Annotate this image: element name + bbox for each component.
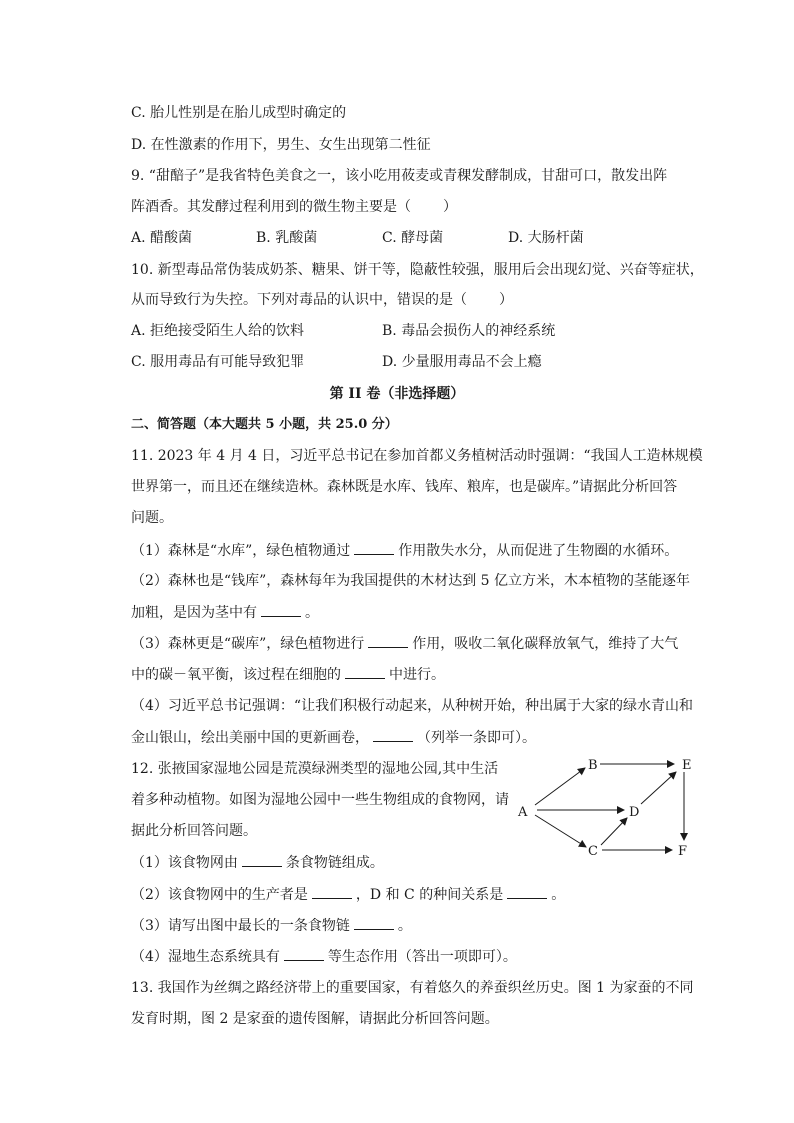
answer-blank[interactable] [373, 727, 413, 742]
food-web-diagram [510, 752, 700, 862]
q11-sub-2-line-1: （2）森林也是“钱库”，森林每年为我国提供的木材达到 5 亿立方米，木本植物的茎能逐年 [131, 573, 691, 589]
q10-option-d: D. 少量服用毒品不会上瘾 [382, 354, 542, 370]
q11-sub-2-line-2: 加粗，是因为茎中有 。 [131, 602, 319, 623]
q9-option-a: A. 醋酸菌 [131, 230, 193, 246]
q9-stem-line-1: 9. “甜醅子”是我省特色美食之一，该小吃用莜麦或青稞发酵制成，甘甜可口，散发出阵 [131, 168, 668, 184]
node-f: F [678, 844, 688, 859]
q10-stem-line-2: 从而导致行为失控。下列对毒品的认识中，错误的是（ ） [131, 292, 513, 308]
q12-sub-3: （3）请写出图中最长的一条食物链 。 [131, 915, 412, 936]
q11-sub-4-line-1: （4）习近平总书记强调：“让我们积极行动起来，从种树开始，种出属于大家的绿水青山和 [131, 698, 694, 714]
edge-a-c [535, 815, 586, 847]
answer-blank[interactable] [345, 664, 385, 679]
node-e: E [682, 758, 692, 773]
answer-blank[interactable] [261, 602, 301, 617]
q12-stem-line-1: 12. 张掖国家湿地公园是荒漠绿洲类型的湿地公园,其中生活 [131, 761, 499, 777]
q10-stem-line-1: 10. 新型毒品常伪装成奶茶、糖果、饼干等，隐蔽性较强，服用后会出现幻觉、兴奋等症状， [131, 262, 704, 278]
q11-sub-4-line-2: 金山银山，绘出美丽中国的更新画卷， （列举一条即可）。 [131, 727, 536, 748]
q8-option-d: D. 在性激素的作用下，男生、女生出现第二性征 [131, 137, 431, 153]
q12-stem-line-3: 据此分析回答问题。 [131, 823, 257, 839]
edge-c-d [601, 818, 627, 845]
answer-blank[interactable] [507, 884, 547, 899]
q12-stem-line-2: 着多种动植物。如图为湿地公园中一些生物组成的食物网，请 [131, 792, 509, 808]
q12-sub-2: （2）该食物网中的生产者是 ，D 和 C 的种间关系是 。 [131, 884, 565, 905]
edge-a-b [535, 768, 585, 805]
q13-stem-line-2: 发育时期，图 2 是家蚕的遗传图解，请据此分析回答问题。 [131, 1011, 499, 1027]
q11-stem-line-2: 世界第一，而且还在继续造林。森林既是水库、钱库、粮库，也是碳库。”请据此分析回答 [131, 479, 678, 495]
answer-blank[interactable] [242, 852, 282, 867]
answer-blank[interactable] [368, 633, 408, 648]
node-a: A [518, 805, 528, 820]
answer-blank[interactable] [354, 540, 394, 555]
node-d: D [629, 805, 640, 820]
q12-sub-4: （4）湿地生态系统具有 等生态作用（答出一项即可）。 [131, 946, 517, 967]
q12-sub-1: （1）该食物网由 条食物链组成。 [131, 852, 384, 873]
node-b: B [588, 758, 598, 773]
q11-sub-3-line-1: （3）森林更是“碳库”，绿色植物进行 作用，吸收二氧化碳释放氧气，维持了大气 [131, 633, 678, 654]
q13-stem-line-1: 13. 我国作为丝绸之路经济带上的重要国家，有着悠久的养蚕织丝历史。图 1 为家蚕的不同 [131, 980, 694, 996]
q11-stem-line-1: 11. 2023 年 4 月 4 日，习近平总书记在参加首都义务植树活动时强调：“我国人工造林规模 [131, 448, 703, 464]
edge-d-e [641, 772, 676, 804]
node-c: C [588, 844, 598, 859]
answer-blank[interactable] [284, 946, 324, 961]
q9-option-d: D. 大肠杆菌 [508, 230, 584, 246]
q9-option-c: C. 酵母菌 [382, 230, 444, 246]
q10-option-b: B. 毒品会损伤人的神经系统 [382, 323, 556, 339]
q8-option-c: C. 胎儿性别是在胎儿成型时确定的 [131, 105, 347, 121]
section-2-heading: 二、简答题（本大题共 5 小题，共 25.0 分） [131, 417, 398, 432]
q9-stem-line-2: 阵酒香。其发酵过程利用到的微生物主要是（ ） [131, 199, 457, 215]
q11-sub-3-line-2: 中的碳－氧平衡，该过程在细胞的 中进行。 [131, 664, 445, 685]
q11-sub-1: （1）森林是“水库”，绿色植物通过 作用散失水分，从而促进了生物圈的水循环。 [131, 540, 678, 561]
answer-blank[interactable] [354, 915, 394, 930]
part-2-title: 第 II 卷（非选择题） [329, 386, 465, 402]
q11-stem-line-3: 问题。 [131, 510, 173, 526]
answer-blank[interactable] [312, 884, 352, 899]
q9-option-b: B. 乳酸菌 [256, 230, 318, 246]
q10-option-c: C. 服用毒品有可能导致犯罪 [131, 354, 305, 370]
q10-option-a: A. 拒绝接受陌生人给的饮料 [131, 323, 305, 339]
